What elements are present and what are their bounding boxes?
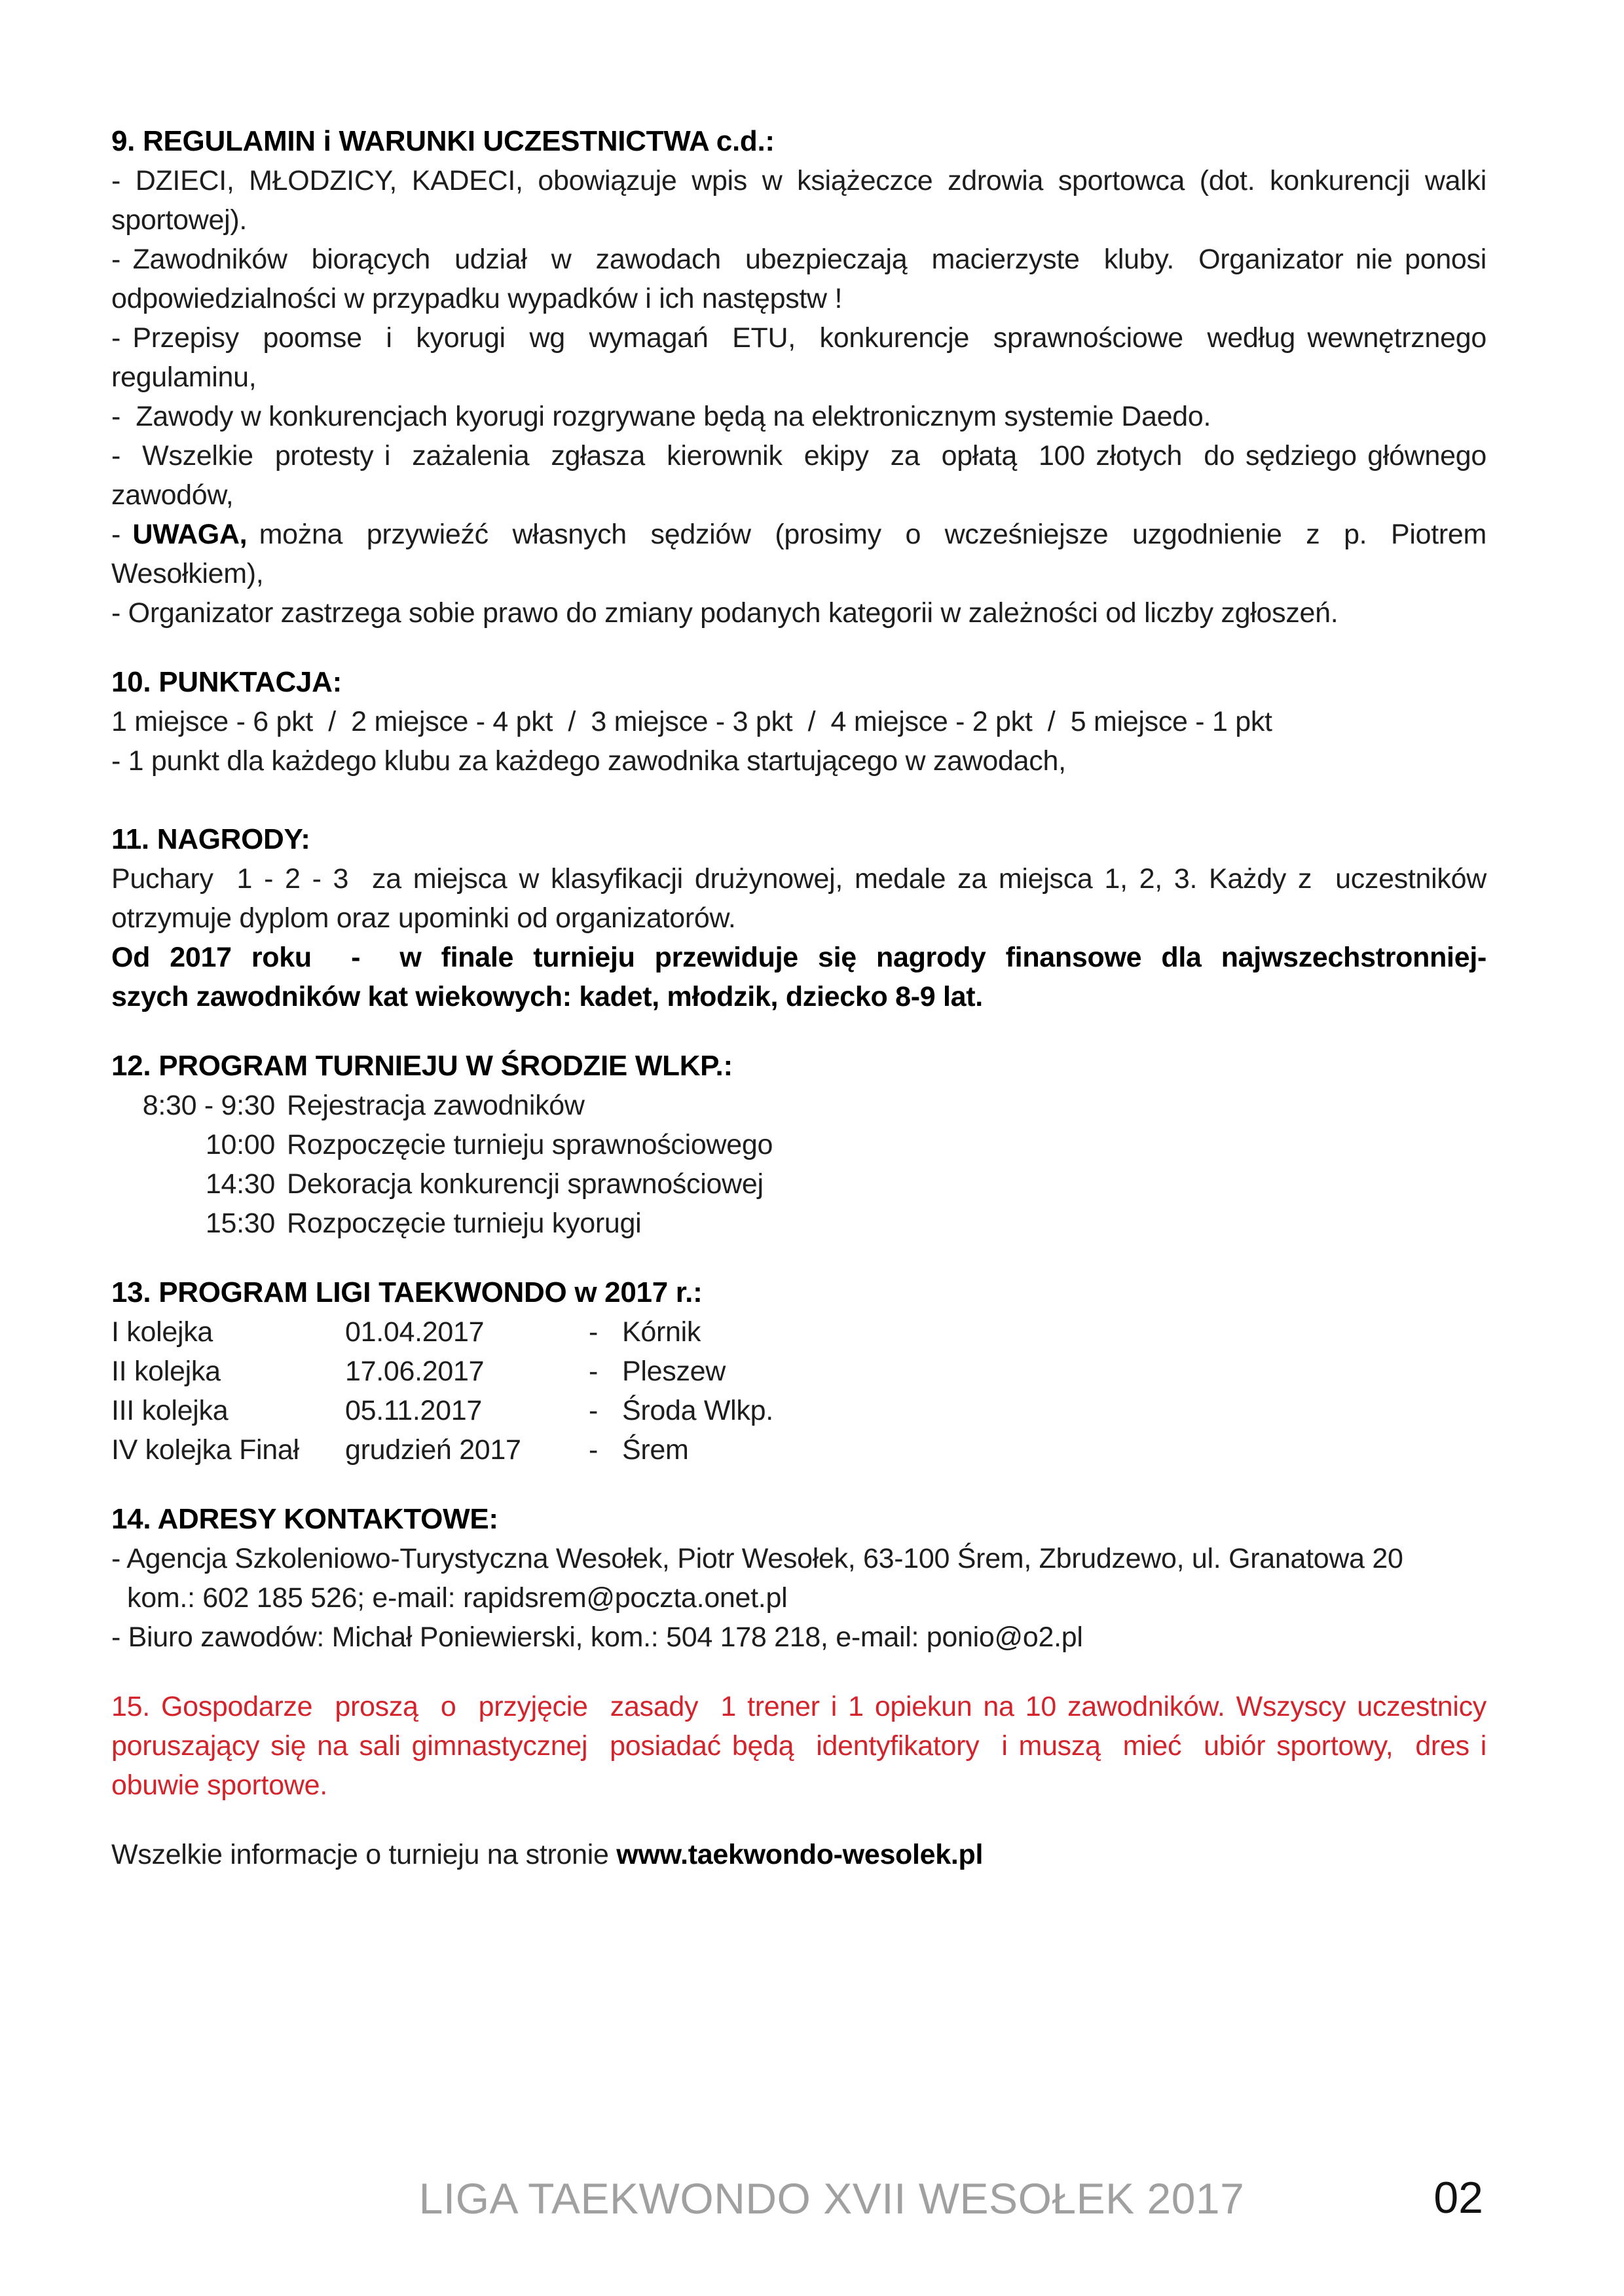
- league-row: [111, 1312, 1486, 1352]
- punktacja-note-line: - 1 punkt dla każdego klubu za każdego zawodnika startującego w zawodach,: [111, 745, 1066, 777]
- league-round: III kolejka: [111, 1395, 229, 1426]
- schedule-row: [111, 1164, 1486, 1204]
- league-round: II kolejka: [111, 1356, 221, 1387]
- league-row: [111, 1430, 1486, 1470]
- punktacja-score-line: 1 miejsce - 6 pkt / 2 miejsce - 4 pkt / 3 miejsce - 3 pkt / 4 miejsce - 2 pkt / 5 miejsce - 1 pkt: [111, 706, 1272, 737]
- league-dash: -: [589, 1434, 599, 1466]
- section-12-program-turnieju: [111, 1046, 1486, 1243]
- uwaga-bold-label: UWAGA,: [132, 519, 248, 550]
- info-text: Wszelkie informacje o turnieju na stronie: [111, 1839, 617, 1870]
- page-number: 02: [1433, 2173, 1483, 2223]
- regulamin-bullet-daedo: - Zawody w konkurencjach kyorugi rozgrywane będą na elektronicznym systemie Daedo.: [111, 401, 1211, 432]
- schedule-activity: Rozpoczęcie turnieju kyorugi: [287, 1208, 642, 1239]
- schedule-activity: Rozpoczęcie turnieju sprawnościowego: [287, 1129, 773, 1160]
- league-city: Kórnik: [622, 1316, 701, 1348]
- schedule-time: 8:30 - 9:30: [142, 1090, 275, 1121]
- contact-line-agencja: - Agencja Szkoleniowo-Turystyczna Wesołek, Piotr Wesołek, 63-100 Śrem, Zbrudzewo, ul. Granatowa 20: [111, 1543, 1403, 1574]
- league-dash: -: [589, 1356, 599, 1387]
- section-11-nagrody: [111, 820, 1494, 1016]
- section-14-heading: 14. ADRESY KONTAKTOWE:: [111, 1503, 498, 1535]
- section-10-punktacja: [111, 663, 1486, 781]
- gospodarze-red-paragraph: 15. Gospodarze proszą o przyjęcie zasady 1 trener i 1 opiekun na 10 zawodników. Wszyscy uczestnicy poruszający się na sali gimnastycznej posiadać będą identyfikatory i muszą mieć ubiór sportowy, dres i obuwie sportowe.: [111, 1691, 1494, 1801]
- contact-line-kom-email: kom.: 602 185 526; e-mail: rapidsrem@poczta.onet.pl: [127, 1582, 788, 1614]
- schedule-activity: Dekoracja konkurencji sprawnościowej: [287, 1168, 764, 1200]
- regulamin-bullet-protesty: - Wszelkie protesty i zażalenia zgłasza kierownik ekipy za opłatą 100 złotych do sędziego głównego zawodów,: [111, 440, 1494, 511]
- section-13-program-ligi: [111, 1273, 1486, 1470]
- footer-title: LIGA TAEKWONDO XVII WESOŁEK 2017: [418, 2174, 1245, 2223]
- regulamin-bullet-uwaga: [111, 515, 1494, 593]
- league-city: Pleszew: [622, 1356, 726, 1387]
- tournament-info-line: [111, 1835, 1486, 1874]
- nagrody-bold-line-2: szych zawodników kat wiekowych: kadet, młodzik, dziecko 8-9 lat.: [111, 981, 983, 1012]
- section-10-heading: 10. PUNKTACJA:: [111, 666, 342, 698]
- league-round: I kolejka: [111, 1316, 213, 1348]
- info-website-url: www.taekwondo-wesolek.pl: [616, 1839, 984, 1870]
- uwaga-prefix: -: [111, 519, 133, 550]
- section-14-adresy: [111, 1500, 1486, 1657]
- contact-line-biuro: - Biuro zawodów: Michał Poniewierski, kom.: 504 178 218, e-mail: ponio@o2.pl: [111, 1621, 1083, 1653]
- league-dash: -: [589, 1395, 599, 1426]
- regulamin-bullet-ubezpieczenie: - Zawodników biorących udział w zawodach ubezpieczają macierzyste kluby. Organizator nie ponosi odpowiedzialności w przypadku wypadków i ich następstw !: [111, 244, 1494, 314]
- schedule-time: 10:00: [205, 1129, 275, 1160]
- league-date: 17.06.2017: [345, 1356, 485, 1387]
- league-date: grudzień 2017: [345, 1434, 521, 1466]
- section-11-heading: 11. NAGRODY:: [111, 823, 310, 855]
- regulamin-bullet-przepisy: - Przepisy poomse i kyorugi wg wymagań ETU, konkurencje sprawnościowe według wewnętrznego regulaminu,: [111, 322, 1494, 393]
- section-15-gospodarze: [111, 1687, 1494, 1805]
- league-round: IV kolejka Finał: [111, 1434, 299, 1466]
- league-dash: -: [589, 1316, 599, 1348]
- nagrody-bold-line-1: Od 2017 roku - w finale turnieju przewiduje się nagrody finansowe dla najwszechstronniej-: [111, 942, 1486, 973]
- section-13-heading: 13. PROGRAM LIGI TAEKWONDO w 2017 r.:: [111, 1276, 703, 1308]
- schedule-row: [111, 1125, 1486, 1164]
- league-date: 01.04.2017: [345, 1316, 485, 1348]
- league-city: Środa Wlkp.: [622, 1395, 773, 1426]
- league-row: [111, 1391, 1486, 1430]
- schedule-activity: Rejestracja zawodników: [287, 1090, 585, 1121]
- schedule-row: [111, 1086, 1486, 1125]
- document-content: [111, 122, 1494, 1874]
- league-city: Śrem: [622, 1434, 689, 1466]
- league-row: [111, 1352, 1486, 1391]
- schedule-time: 14:30: [205, 1168, 275, 1200]
- regulamin-bullet-organizator: - Organizator zastrzega sobie prawo do zmiany podanych kategorii w zależności od liczby zgłoszeń.: [111, 597, 1338, 629]
- schedule-time: 15:30: [205, 1208, 275, 1239]
- section-12-heading: 12. PROGRAM TURNIEJU W ŚRODZIE WLKP.:: [111, 1050, 733, 1082]
- section-9-regulamin: [111, 122, 1494, 633]
- uwaga-rest: można przywieźć własnych sędziów (prosimy o wcześniejsze uzgodnienie z p. Piotrem Wesołkiem),: [111, 519, 1494, 589]
- section-9-heading: 9. REGULAMIN i WARUNKI UCZESTNICTWA c.d.:: [111, 125, 775, 157]
- league-date: 05.11.2017: [345, 1395, 483, 1426]
- schedule-row: [111, 1204, 1486, 1243]
- nagrody-bold-note: [111, 938, 1486, 1016]
- nagrody-paragraph: Puchary 1 - 2 - 3 za miejsca w klasyfikacji drużynowej, medale za miejsca 1, 2, 3. Każdy z uczestników otrzymuje dyplom oraz upominki od organizatorów.: [111, 863, 1494, 934]
- regulamin-bullet-dzieci: - DZIECI, MŁODZICY, KADECI, obowiązuje wpis w książeczce zdrowia sportowca (dot. konkurencji walki sportowej).: [111, 165, 1494, 236]
